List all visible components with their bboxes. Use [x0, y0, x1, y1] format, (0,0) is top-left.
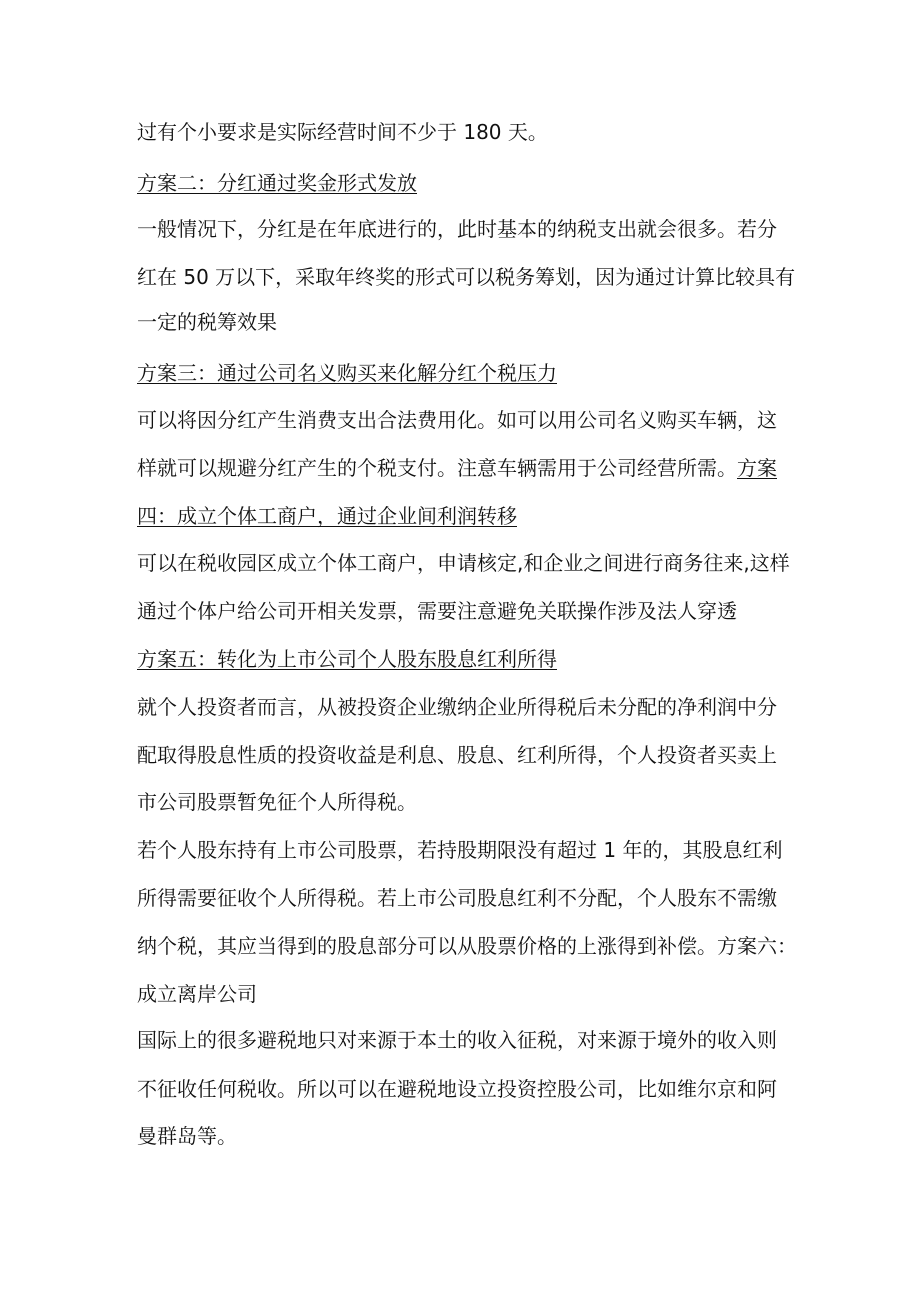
text-line [137, 405, 797, 435]
text-segment: 通过个体户给公司开相关发票，需要注意避免关联操作涉及法人穿透 [137, 599, 737, 623]
text-segment: 不征收任何税收。所以可以在避税地设立投资控股公司，比如维尔京和阿 [137, 1077, 777, 1101]
section-heading-plan-2 [137, 168, 797, 198]
text-segment: 可以在税收园区成立个体工商户，申请核定,和企业之间进行商务往来,这样 [137, 551, 790, 575]
text-segment: 若个人股东持有上市公司股票，若持股期限没有超过 1 年的，其股息红利 [137, 838, 783, 862]
text-segment: 市公司股票暂免征个人所得税。 [137, 790, 417, 814]
text-segment: 所得需要征收个人所得税。若上市公司股息红利不分配，个人股东不需缴 [137, 886, 777, 910]
text-segment: 国际上的很多避税地只对来源于本土的收入征税，对来源于境外的收入则 [137, 1028, 777, 1052]
text-line [137, 548, 797, 578]
text-segment: 一定的税筹效果 [137, 310, 277, 334]
text-line [137, 596, 797, 626]
section-heading-plan-5 [137, 644, 797, 674]
text-line [137, 262, 797, 292]
text-segment: 方案五：转化为上市公司个人股东股息红利所得 [137, 647, 557, 671]
text-segment: 一般情况下，分红是在年底进行的，此时基本的纳税支出就会很多。若分 [137, 217, 777, 241]
text-segment: 曼群岛等。 [137, 1124, 237, 1148]
text-line [137, 307, 797, 337]
section-heading-plan-3 [137, 358, 797, 388]
text-line [137, 931, 797, 961]
text-segment: 过有个小要求是实际经营时间不少于 180 天。 [137, 120, 548, 144]
text-line [137, 1025, 797, 1055]
text-segment: 成立离岸公司 [137, 982, 257, 1006]
text-line [137, 1074, 797, 1104]
text-segment: 方案 [737, 456, 777, 480]
text-line [137, 692, 797, 722]
text-line [137, 883, 797, 913]
text-line [137, 1121, 797, 1151]
text-segment: 四：成立个体工商户，通过企业间利润转移 [137, 504, 517, 528]
text-line [137, 979, 797, 1009]
text-segment: 方案二：分红通过奖金形式发放 [137, 171, 417, 195]
section-heading-plan-4 [137, 501, 797, 531]
text-line [137, 453, 797, 483]
text-line [137, 787, 797, 817]
text-segment: 可以将因分红产生消费支出合法费用化。如可以用公司名义购买车辆，这 [137, 408, 777, 432]
text-line [137, 835, 797, 865]
text-segment: 就个人投资者而言，从被投资企业缴纳企业所得税后未分配的净利润中分 [137, 695, 777, 719]
text-segment: 纳个税，其应当得到的股息部分可以从股票价格的上涨得到补偿。方案六： [137, 934, 797, 958]
text-segment: 样就可以规避分红产生的个税支付。注意车辆需用于公司经营所需。 [137, 456, 737, 480]
text-line [137, 117, 797, 147]
text-line [137, 214, 797, 244]
text-line [137, 740, 797, 770]
text-segment: 方案三：通过公司名义购买来化解分红个税压力 [137, 361, 557, 385]
text-segment: 配取得股息性质的投资收益是利息、股息、红利所得，个人投资者买卖上 [137, 743, 777, 767]
text-segment: 红在 50 万以下，采取年终奖的形式可以税务筹划，因为通过计算比较具有 [137, 265, 796, 289]
